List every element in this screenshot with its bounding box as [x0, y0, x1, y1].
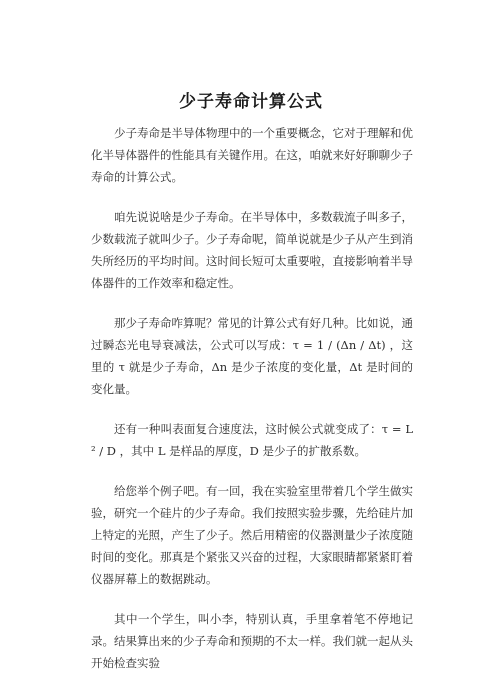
paragraph-intro: 少子寿命是半导体物理中的一个重要概念，它对于理解和优化半导体器件的性能具有关键作用。在这，咱就来好好聊聊少子寿命的计算公式。 — [91, 126, 413, 184]
paragraph-student: 其中一个学生，叫小李，特别认真，手里拿着笔不停地记录。结果算出来的少子寿命和预期的不太一样。我们就一起从头开始检查实验 — [91, 612, 413, 670]
paragraph-transient-formula: 那少子寿命咋算呢？常见的计算公式有好几种。比如说，通过瞬态光电导衰减法，公式可以写成：τ = 1 / (Δn / Δt) ，这里的 τ 就是少子寿命，Δn 是少子浓度的变化量，Δt 是时间的变化量。 — [91, 316, 413, 396]
paragraph-surface-formula: 还有一种叫表面复合速度法，这时候公式就变成了：τ = L² / D ，其中 L 是样品的厚度，D 是少子的扩散系数。 — [91, 422, 413, 458]
document-title: 少子寿命计算公式 — [179, 92, 323, 112]
paragraph-definition: 咱先说说啥是少子寿命。在半导体中，多数载流子叫多子，少数载流子就叫少子。少子寿命呢，简单说就是少子从产生到消失所经历的平均时间。这时间长短可太重要啦，直接影响着半导体器件的工作效率和稳定性。 — [91, 210, 413, 290]
document-body — [91, 122, 413, 692]
paragraph-example: 给您举个例子吧。有一回，我在实验室里带着几个学生做实验，研究一个硅片的少子寿命。我们按照实验步骤，先给硅片加上特定的光照，产生了少子。然后用精密的仪器测量少子浓度随时间的变化。那真是个紧张又兴奋的过程，大家眼睛都紧紧盯着仪器屏幕上的数据跳动。 — [91, 484, 413, 586]
